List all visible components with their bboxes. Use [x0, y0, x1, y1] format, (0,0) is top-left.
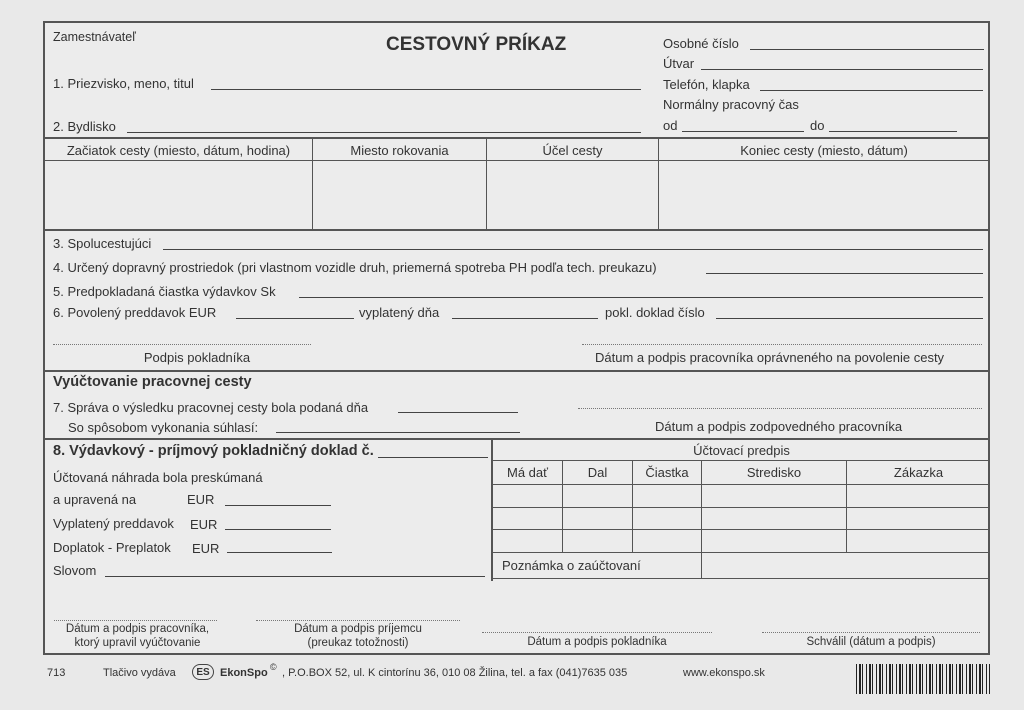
- accounting-note-label: Poznámka o zaúčtovaní: [502, 558, 641, 573]
- adjusted-amount-field[interactable]: [225, 505, 331, 506]
- personal-number-label: Osobné číslo: [663, 36, 739, 51]
- advance-paid-field[interactable]: [225, 529, 331, 530]
- meeting-place-cell[interactable]: [314, 162, 485, 228]
- department-field[interactable]: [701, 69, 983, 70]
- report-label: 7. Správa o výsledku pracovnej cesty bola podaná dňa: [53, 400, 369, 415]
- publisher-address: , P.O.BOX 52, ul. K cintorínu 36, 010 08 Žilina, tel. a fax (041)7635 035: [282, 667, 628, 679]
- adjuster-sign-label-2: ktorý upravil vyúčtovanie: [74, 637, 201, 649]
- work-time-label: Normálny pracovný čas: [663, 97, 799, 112]
- copyright-icon: ©: [270, 662, 277, 672]
- cashier-sign-label: Podpis pokladníka: [143, 350, 251, 365]
- column-credit: Dal: [587, 465, 608, 480]
- recipient-sign-label-1: Dátum a podpis príjemcu: [294, 623, 422, 635]
- cashier-final-sign-label: Dátum a podpis pokladníka: [527, 636, 667, 648]
- trip-purpose-cell[interactable]: [488, 162, 657, 228]
- cashier-signature-line[interactable]: [53, 344, 311, 345]
- from-label: od: [663, 118, 678, 133]
- advance-paid-label: Vyplatený preddavok: [53, 516, 174, 531]
- divider: [492, 552, 990, 553]
- authorizer-sign-label: Dátum a podpis pracovníka oprávneného na povolenie cesty: [595, 350, 945, 365]
- divider: [492, 484, 990, 485]
- paid-on-label: vyplatený dňa: [359, 305, 440, 320]
- in-words-label: Slovom: [53, 563, 97, 578]
- ekonspo-logo-icon: ES: [192, 664, 214, 680]
- divider: [43, 137, 990, 139]
- trip-end-cell[interactable]: [660, 162, 989, 228]
- transport-label: 4. Určený dopravný prostriedok (pri vlastnom vozidle druh, priemerná spotreba PH podľa tech. preukazu): [53, 260, 657, 275]
- brand-name: EkonSpo: [220, 667, 268, 679]
- personal-number-field[interactable]: [750, 49, 984, 50]
- settlement-heading: Vyúčtovanie pracovnej cesty: [53, 374, 252, 390]
- receipt-no-field[interactable]: [716, 318, 983, 319]
- responsible-signature-line[interactable]: [578, 408, 982, 409]
- report-date-field[interactable]: [398, 412, 518, 413]
- column-trip-start: Začiatok cesty (miesto, dátum, hodina): [66, 143, 291, 158]
- estimate-label: 5. Predpokladaná čiastka výdavkov Sk: [53, 284, 276, 299]
- column-amount: Čiastka: [645, 465, 689, 480]
- voucher-number-field[interactable]: [378, 457, 488, 458]
- responsible-sign-label: Dátum a podpis zodpovedného pracovníka: [655, 419, 903, 434]
- divider: [43, 229, 990, 231]
- surname-label: 1. Priezvisko, meno, titul: [53, 76, 194, 91]
- adjuster-sign-label-1: Dátum a podpis pracovníka,: [65, 623, 210, 635]
- barcode-icon: [856, 664, 990, 694]
- form-number: 713: [47, 667, 66, 679]
- work-to-field[interactable]: [829, 131, 957, 132]
- publisher-label: Tlačivo vydáva: [103, 667, 176, 679]
- divider: [43, 370, 990, 372]
- column-order: Zákazka: [893, 465, 944, 480]
- voucher-heading: 8. Výdavkový - príjmový pokladničný doklad č.: [53, 443, 374, 459]
- reviewed-label: Účtovaná náhrada bola preskúmaná: [53, 470, 263, 485]
- divider: [43, 160, 990, 161]
- column-cost-center: Stredisko: [746, 465, 802, 480]
- address-field[interactable]: [127, 132, 641, 133]
- divider: [492, 460, 990, 461]
- accounting-heading: Účtovací predpis: [693, 443, 790, 458]
- employer-label: Zamestnávateľ: [53, 30, 136, 44]
- paid-on-field[interactable]: [452, 318, 598, 319]
- department-label: Útvar: [663, 56, 695, 71]
- authorizer-signature-line[interactable]: [582, 344, 982, 345]
- phone-label: Telefón, klapka: [663, 77, 750, 92]
- publisher-website: www.ekonspo.sk: [683, 667, 765, 679]
- estimate-field[interactable]: [299, 297, 983, 298]
- agree-field[interactable]: [276, 432, 520, 433]
- surname-field[interactable]: [211, 89, 641, 90]
- recipient-sign-label-2: (preukaz totožnosti): [307, 637, 409, 649]
- currency-label: EUR: [187, 492, 215, 507]
- balance-field[interactable]: [227, 552, 332, 553]
- recipient-signature-line[interactable]: [256, 620, 460, 621]
- accounting-note-field[interactable]: [703, 554, 989, 577]
- phone-field[interactable]: [760, 90, 983, 91]
- column-meeting-place: Miesto rokovania: [350, 143, 449, 158]
- companions-field[interactable]: [163, 249, 983, 250]
- column-trip-purpose: Účel cesty: [542, 143, 603, 158]
- currency-label: EUR: [190, 517, 218, 532]
- approved-sign-label: Schválil (dátum a podpis): [806, 636, 936, 648]
- advance-label: 6. Povolený preddavok EUR: [53, 305, 217, 320]
- cashier-final-signature-line[interactable]: [482, 632, 712, 633]
- approved-signature-line[interactable]: [762, 632, 980, 633]
- adjuster-signature-line[interactable]: [54, 620, 217, 621]
- divider: [492, 578, 990, 579]
- to-label: do: [810, 118, 825, 133]
- adjusted-label: a upravená na: [53, 492, 137, 507]
- column-debit: Má dať: [506, 465, 548, 480]
- balance-label: Doplatok - Preplatok: [53, 540, 171, 555]
- companions-label: 3. Spolucestujúci: [53, 236, 152, 251]
- divider: [492, 507, 990, 508]
- transport-field[interactable]: [706, 273, 983, 274]
- advance-field[interactable]: [236, 318, 354, 319]
- form-title: CESTOVNÝ PRÍKAZ: [386, 34, 567, 55]
- agree-label: So spôsobom vykonania súhlasí:: [68, 420, 259, 435]
- in-words-field[interactable]: [105, 576, 485, 577]
- currency-label: EUR: [192, 541, 220, 556]
- divider: [492, 529, 990, 530]
- column-trip-end: Koniec cesty (miesto, dátum): [740, 143, 908, 158]
- trip-start-cell[interactable]: [45, 162, 311, 228]
- work-from-field[interactable]: [682, 131, 804, 132]
- address-label: 2. Bydlisko: [53, 119, 116, 134]
- receipt-no-label: pokl. doklad číslo: [605, 305, 705, 320]
